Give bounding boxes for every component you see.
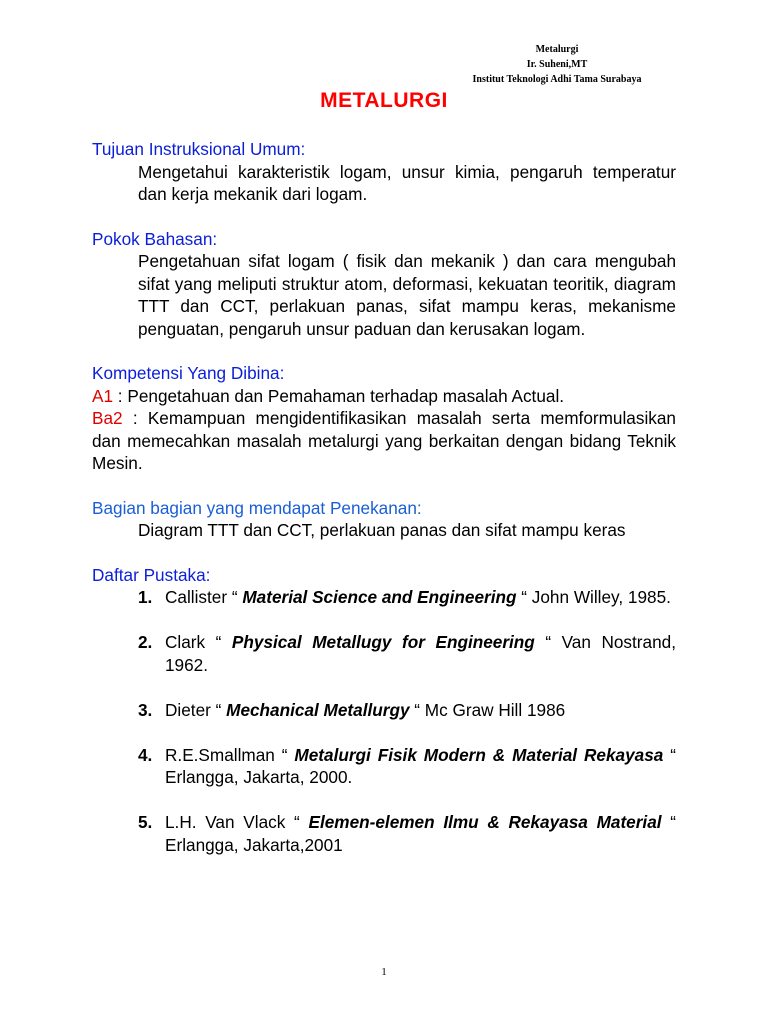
reference-author: L.H. Van Vlack “: [165, 812, 309, 832]
reference-item: [92, 631, 676, 676]
reference-publisher: “ John Willey, 1985.: [516, 587, 671, 607]
daftar-heading: Daftar Pustaka:: [92, 564, 211, 585]
reference-title: Elemen-elemen Ilmu & Rekayasa Material: [308, 812, 662, 832]
bagian-heading: Bagian bagian yang mendapat Penekanan:: [92, 497, 422, 518]
a1-text: : Pengetahuan dan Pemahaman terhadap masalah Actual.: [113, 385, 565, 406]
document-body: [92, 138, 676, 879]
reference-author: R.E.Smallman “: [165, 744, 295, 765]
ba2-text: : Kemampuan mengidentifikasikan masalah serta memformulasikan dan memecahkan masalah metalurgi yang berkaitan dengan bidang Teknik Mesin.: [92, 408, 676, 473]
reference-publisher: “ Mc Graw Hill 1986: [409, 699, 566, 720]
header-course: Metalurgi: [535, 44, 579, 55]
reference-publisher: “ Erlangga, Jakarta,2001: [165, 812, 676, 855]
bagian-body: Diagram TTT dan CCT, perlakuan panas dan sifat mampu keras: [138, 520, 626, 540]
pokok-body: Pengetahuan sifat logam ( fisik dan mekanik ) dan cara mengubah sifat yang meliputi struktur atom, deformasi, kekuatan teoritik, diagram TTT dan CCT, perlakuan panas, sifat mampu keras, mekanisme penguatan, pengaruh unsur paduan dan kerusakan logam.: [138, 251, 676, 339]
reference-item: [92, 811, 676, 856]
reference-title: Mechanical Metallurgy: [226, 699, 410, 720]
page-number: 1: [381, 966, 387, 978]
reference-number: 4.: [138, 744, 153, 765]
reference-number: 3.: [138, 699, 153, 720]
kompetensi-a1: [92, 385, 676, 408]
page-title: METALURGI: [320, 89, 448, 112]
reference-number: 5.: [138, 812, 153, 832]
header-institution: Institut Teknologi Adhi Tama Surabaya: [472, 74, 642, 85]
reference-publisher: “ Erlangga, Jakarta, 2000.: [165, 744, 676, 787]
tujuan-body: Mengetahui karakteristik logam, unsur kimia, pengaruh temperatur dan kerja mekanik dari logam.: [138, 161, 676, 204]
pokok-heading: Pokok Bahasan:: [92, 228, 218, 249]
reference-title: Material Science and Engineering: [242, 587, 517, 607]
tujuan-heading: Tujuan Instruksional Umum:: [92, 139, 306, 159]
document-header: [442, 42, 672, 87]
reference-list: [92, 586, 676, 856]
reference-author: Dieter “: [165, 699, 227, 720]
reference-title: Metalurgi Fisik Modern & Material Rekayasa: [294, 744, 664, 765]
reference-item: [92, 744, 676, 789]
reference-item: [92, 699, 676, 722]
ba2-code: Ba2: [92, 408, 123, 428]
reference-author: Clark “: [165, 632, 232, 652]
kompetensi-ba2: [92, 407, 676, 475]
kompetensi-heading: Kompetensi Yang Dibina:: [92, 363, 285, 383]
reference-number: 2.: [138, 632, 153, 652]
a1-code: A1: [92, 385, 114, 406]
header-author: Ir. Suheni,MT: [526, 59, 588, 70]
reference-publisher: “ Van Nostrand, 1962.: [165, 632, 676, 675]
reference-item: [92, 586, 676, 609]
reference-author: Callister “: [165, 587, 243, 607]
reference-title: Physical Metallugy for Engineering: [231, 632, 535, 652]
reference-number: 1.: [138, 587, 153, 607]
